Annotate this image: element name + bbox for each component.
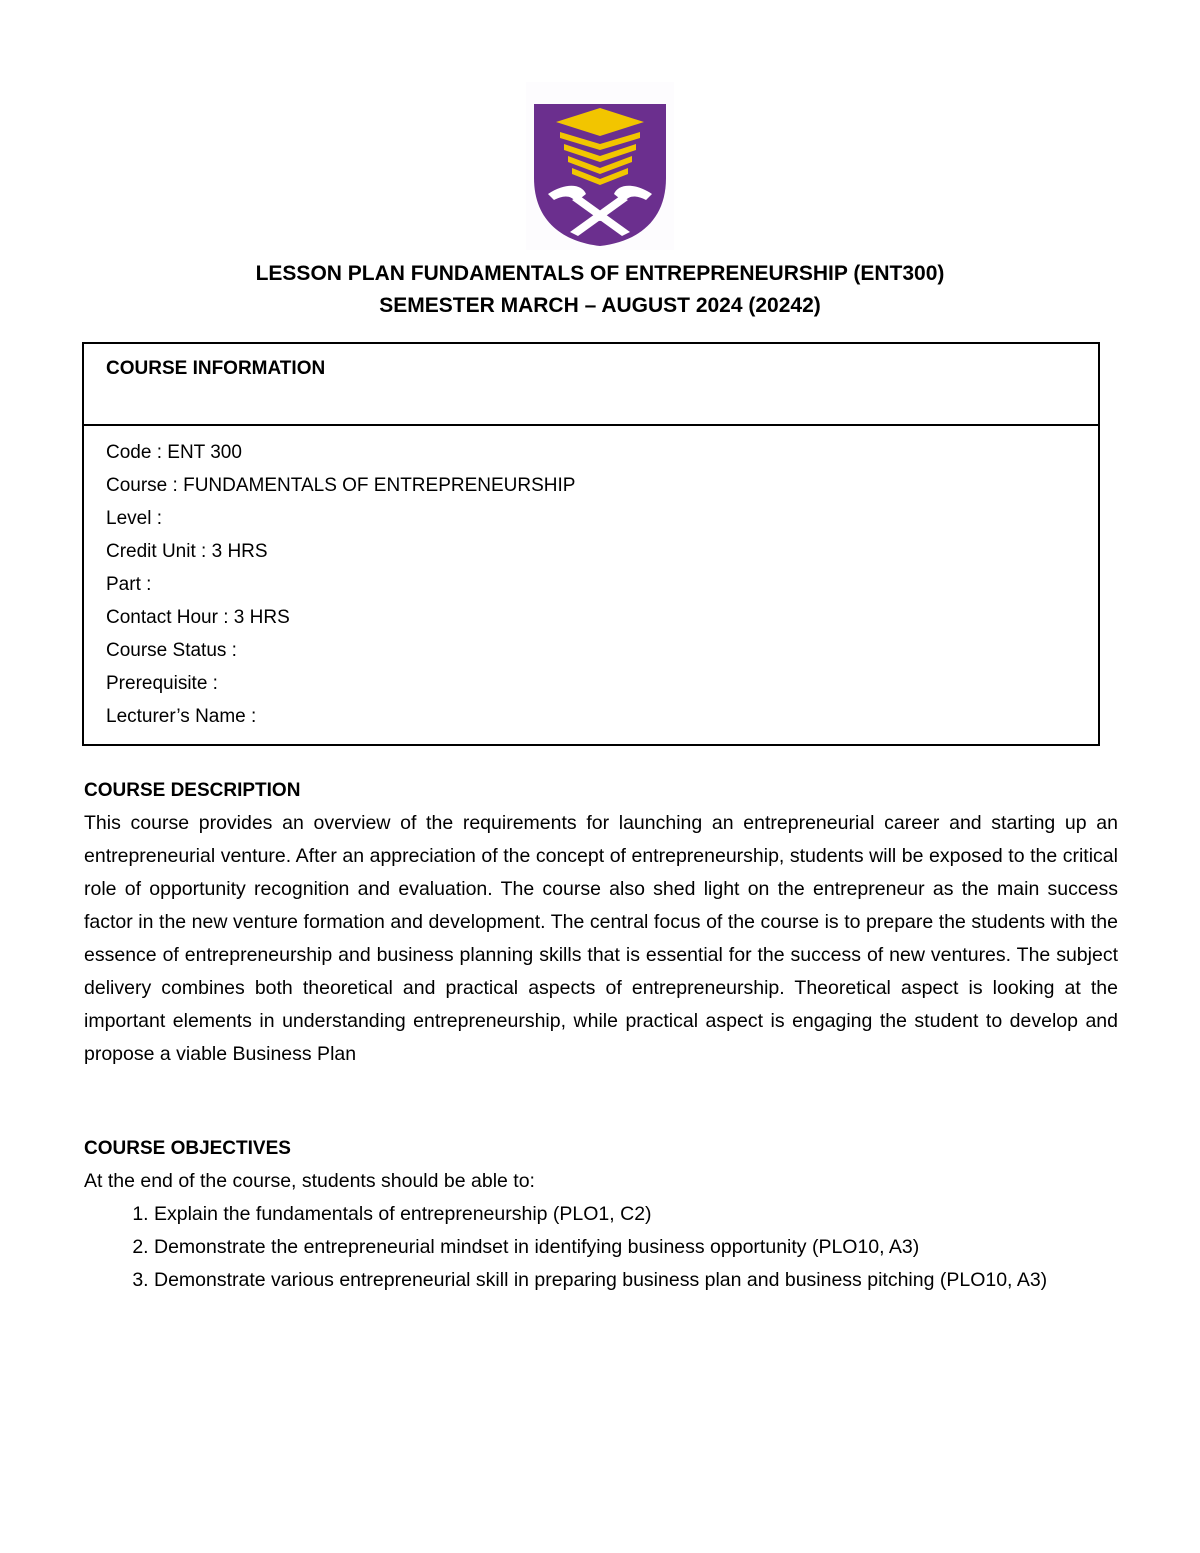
course-description-heading: COURSE DESCRIPTION bbox=[84, 780, 301, 801]
title-line-2: SEMESTER MARCH – AUGUST 2024 (20242) bbox=[379, 294, 821, 317]
objective-item: 1. Explain the fundamentals of entrepreneurship (PLO1, C2) bbox=[154, 1198, 1118, 1231]
info-row-prerequisite bbox=[106, 667, 1098, 700]
info-label: Lecturer’s Name : bbox=[106, 706, 257, 727]
info-row-part bbox=[106, 568, 1098, 601]
document-title bbox=[0, 258, 1200, 322]
course-objectives-heading: COURSE OBJECTIVES bbox=[84, 1138, 291, 1159]
course-information-heading: COURSE INFORMATION bbox=[84, 344, 1098, 426]
info-row-credit-unit bbox=[106, 535, 1098, 568]
course-objectives-section bbox=[84, 1132, 1118, 1297]
course-objectives-list bbox=[84, 1198, 1118, 1297]
info-row-course bbox=[106, 469, 1098, 502]
info-row-level bbox=[106, 502, 1098, 535]
info-label: Part : bbox=[106, 574, 152, 595]
info-row-code bbox=[106, 436, 1098, 469]
course-objectives-intro: At the end of the course, students should be able to: bbox=[84, 1170, 535, 1192]
info-row-course-status bbox=[106, 634, 1098, 667]
course-description-text: This course provides an overview of the requirements for launching an entrepreneurial career and starting up an entrepreneurial venture. After an appreciation of the concept of entrepreneurship, students will be exposed to the critical role of opportunity recognition and evaluation. The course also shed light on the entrepreneur as the main success factor in the new venture formation and development. The central focus of the course is to prepare the students with the essence of entrepreneurship and business planning skills that is essential for the success of new ventures. The subject delivery combines both theoretical and practical aspects of entrepreneurship. Theoretical aspect is looking at the important elements in understanding entrepreneurship, while practical aspect is engaging the student to develop and propose a viable Business Plan bbox=[84, 812, 1118, 1065]
info-label: Prerequisite : bbox=[106, 673, 218, 694]
info-label: Credit Unit : bbox=[106, 541, 212, 562]
title-line-1: LESSON PLAN FUNDAMENTALS OF ENTREPRENEURSHIP (ENT300) bbox=[255, 262, 945, 285]
info-label: Contact Hour : bbox=[106, 607, 234, 628]
objective-item: 2. Demonstrate the entrepreneurial mindset in identifying business opportunity (PLO10, A3) bbox=[154, 1231, 1118, 1264]
course-description-section bbox=[84, 774, 1118, 1071]
course-information-list bbox=[84, 426, 1098, 733]
info-value: ENT 300 bbox=[167, 442, 242, 463]
info-label: Course : bbox=[106, 475, 184, 496]
course-information-box bbox=[82, 342, 1100, 746]
info-value: 3 HRS bbox=[211, 541, 268, 562]
info-label: Course Status : bbox=[106, 640, 237, 661]
info-value: FUNDAMENTALS OF ENTREPRENEURSHIP bbox=[183, 475, 576, 496]
info-label: Code : bbox=[106, 442, 168, 463]
university-crest-icon bbox=[526, 82, 674, 250]
info-label: Level : bbox=[106, 508, 162, 529]
info-row-contact-hour bbox=[106, 601, 1098, 634]
info-row-lecturer-name bbox=[106, 700, 1098, 733]
objective-item: 3. Demonstrate various entrepreneurial skill in preparing business plan and business pitching (PLO10, A3) bbox=[154, 1264, 1118, 1297]
info-value: 3 HRS bbox=[233, 607, 290, 628]
